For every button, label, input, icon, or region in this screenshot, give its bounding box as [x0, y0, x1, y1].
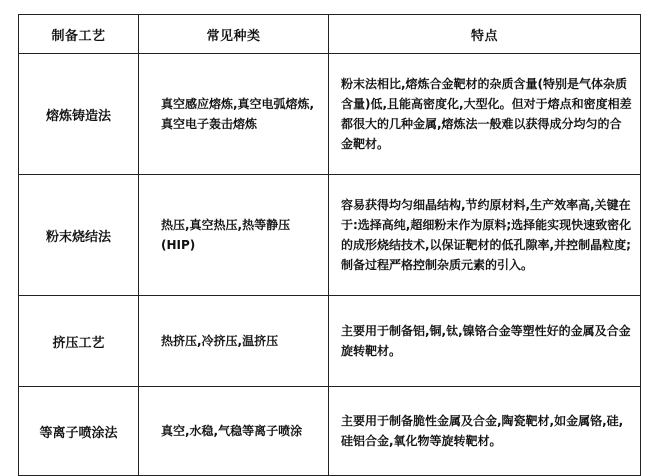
cell-types: 热压,真空热压,热等静压(HIP) [139, 175, 329, 296]
cell-process: 粉末烧结法 [19, 175, 139, 296]
cell-types: 热挤压,冷挤压,温挤压 [139, 296, 329, 387]
cell-features: 容易获得均匀细晶结构,节约原材料,生产效率高,关键在于:选择高纯,超细粉末作为原料;选择能实现快速致密化的成形烧结技术,以保证靶材的低孔隙率,并控制晶粒度;制备过程严格控制杂质元素的引入。 [329, 175, 641, 296]
table-row [19, 175, 641, 296]
cell-process: 挤压工艺 [19, 296, 139, 387]
header-features: 特点 [329, 15, 641, 54]
header-types: 常见种类 [139, 15, 329, 54]
header-row [19, 15, 641, 54]
cell-process: 等离子喷涂法 [19, 387, 139, 476]
process-table [18, 14, 641, 476]
table-row [19, 54, 641, 175]
cell-types: 真空,水稳,气稳等离子喷涂 [139, 387, 329, 476]
cell-features: 主要用于制备脆性金属及合金,陶瓷靶材,如金属铬,硅,硅铝合金,氧化物等旋转靶材。 [329, 387, 641, 476]
table-row [19, 387, 641, 476]
table-row [19, 296, 641, 387]
cell-features: 粉末法相比,熔炼合金靶材的杂质含量(特别是气体杂质含量)低,且能高密度化,大型化。但对于熔点和密度相差都很大的几种金属,熔炼法一般难以获得成分均匀的合金靶材。 [329, 54, 641, 175]
cell-types: 真空感应熔炼,真空电弧熔炼,真空电子轰击熔炼 [139, 54, 329, 175]
header-process: 制备工艺 [19, 15, 139, 54]
cell-features: 主要用于制备铝,铜,钛,镍铬合金等塑性好的金属及合金旋转靶材。 [329, 296, 641, 387]
cell-process: 熔炼铸造法 [19, 54, 139, 175]
